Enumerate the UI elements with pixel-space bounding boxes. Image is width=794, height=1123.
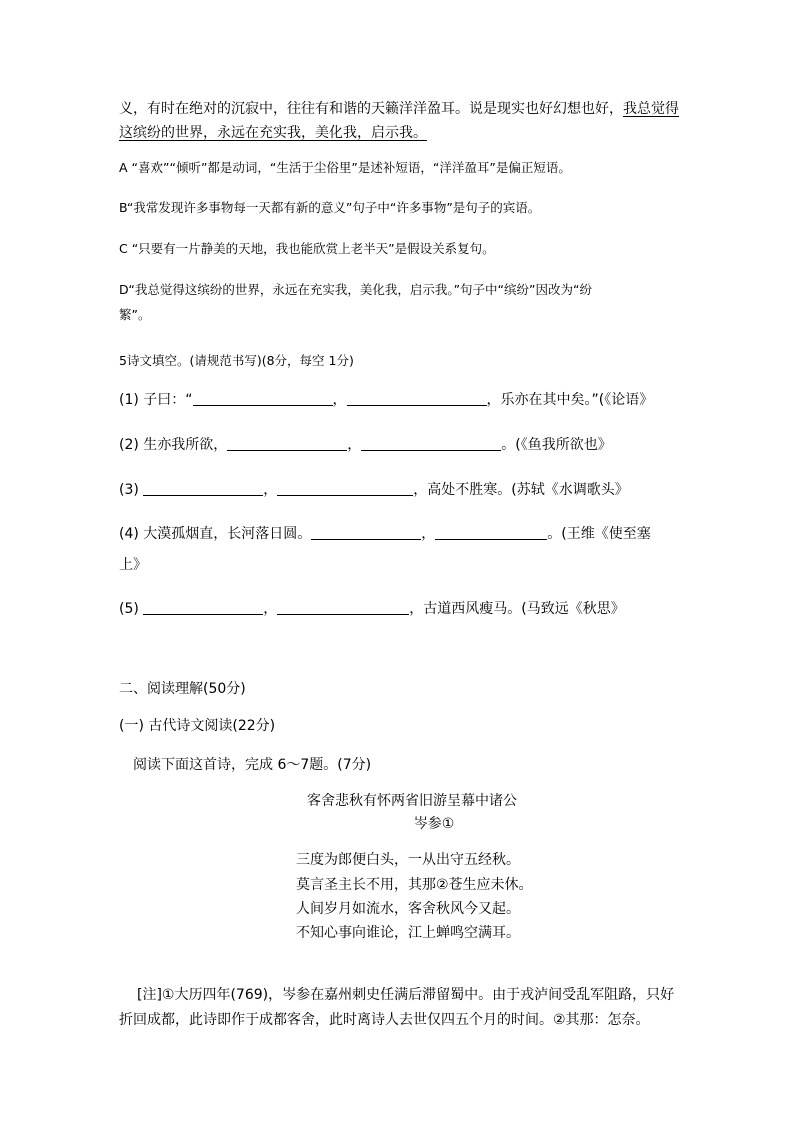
answer-blank[interactable] — [277, 481, 413, 496]
q5-item-1-prefix: (1) 子曰：“ — [119, 392, 193, 408]
option-c: C “只要有一片静美的天地，我也能欣赏上老半天”是假设关系复句。 — [119, 241, 495, 256]
section-2-sub-1: (一) 古代诗文阅读(22分) — [119, 718, 276, 734]
q5-item-2-sep: ， — [347, 437, 362, 453]
q5-item-3 — [119, 481, 629, 499]
intro-line-1 — [119, 100, 679, 118]
q5-item-4-suffix: 。(王维《使至塞 — [547, 526, 651, 542]
poem-line-3: 人间岁月如流水，客舍秋风今又起。 — [296, 901, 520, 917]
q5-item-4 — [119, 525, 651, 543]
q5-item-2 — [119, 436, 612, 454]
q5-item-1-sep: ， — [332, 392, 347, 408]
q5-item-4-sep: ， — [421, 526, 436, 542]
q5-item-5 — [119, 600, 625, 618]
answer-blank[interactable] — [311, 525, 421, 540]
intro-text: 义，有时在绝对的沉寂中，往往有和谐的天籁洋洋盈耳。说是现实也好幻想也好， — [119, 101, 623, 117]
answer-blank[interactable] — [193, 391, 333, 406]
q5-item-4-prefix: (4) 大漠孤烟直，长河落日圆。 — [119, 526, 312, 542]
option-d-line-2: 繁”。 — [119, 307, 151, 322]
q5-title: 5诗文填空。(请规范书写)(8分，每空 1分) — [119, 353, 354, 368]
answer-blank[interactable] — [435, 525, 547, 540]
answer-blank[interactable] — [227, 436, 347, 451]
option-d-line-1: D“我总觉得这缤纷的世界，永远在充实我，美化我，启示我。”句子中“缤纷”因改为“纷 — [119, 282, 592, 297]
poem-author: 岑参① — [413, 816, 455, 832]
q5-item-1 — [119, 391, 653, 409]
note-line-1: [注]①大历四年(769)，岑参在嘉州刺史任满后滞留蜀中。由于戎泸间受乱军阻路，只好 — [137, 987, 675, 1003]
q5-item-4-cont: 上》 — [119, 557, 147, 573]
intro-line-2: 这缤纷的世界，永远在充实我，美化我，启示我。 — [119, 125, 427, 141]
option-b: B“我常发现许多事物每一天都有新的意义”句子中“许多事物”是句子的宾语。 — [119, 200, 541, 215]
poem-title: 客舍悲秋有怀两省旧游呈幕中诸公 — [307, 793, 517, 809]
poem-line-4: 不知心事向谁论，江上蝉鸣空满耳。 — [296, 925, 520, 941]
option-a: A “喜欢”“倾听”都是动词，“生活于尘俗里”是述补短语，“洋洋盈耳”是偏正短语。 — [119, 160, 571, 175]
q5-item-1-suffix: ，乐亦在其中矣。”(《论语》 — [486, 392, 654, 408]
note-line-2: 折回成都，此诗即作于成都客舍，此时离诗人去世仅四五个月的时间。②其那：怎奈。 — [119, 1012, 650, 1028]
q5-item-3-sep: ， — [263, 482, 278, 498]
q5-item-3-suffix: ，高处不胜寒。(苏轼《水调歌头》 — [413, 482, 629, 498]
poem-line-2: 莫言圣主长不用，其那②苍生应未休。 — [296, 877, 533, 893]
answer-blank[interactable] — [277, 600, 409, 615]
section-2-title: 二、阅读理解(50分) — [119, 681, 246, 697]
q5-item-2-suffix: 。(《鱼我所欲也》 — [501, 437, 612, 453]
intro-underlined-text: 我总觉得 — [623, 101, 679, 117]
answer-blank[interactable] — [143, 481, 263, 496]
q5-item-5-prefix: (5) — [119, 601, 144, 617]
answer-blank[interactable] — [143, 600, 263, 615]
poem-line-1: 三度为郎便白头，一从出守五经秋。 — [296, 852, 520, 868]
reading-instruction: 阅读下面这首诗，完成 6～7题。(7分) — [133, 757, 372, 773]
answer-blank[interactable] — [361, 436, 501, 451]
q5-item-5-suffix: ，古道西风瘦马。(马致远《秋思》 — [409, 601, 625, 617]
q5-item-5-sep: ， — [263, 601, 278, 617]
q5-item-2-prefix: (2) 生亦我所欲， — [119, 437, 228, 453]
answer-blank[interactable] — [347, 391, 487, 406]
q5-item-3-prefix: (3) — [119, 482, 144, 498]
